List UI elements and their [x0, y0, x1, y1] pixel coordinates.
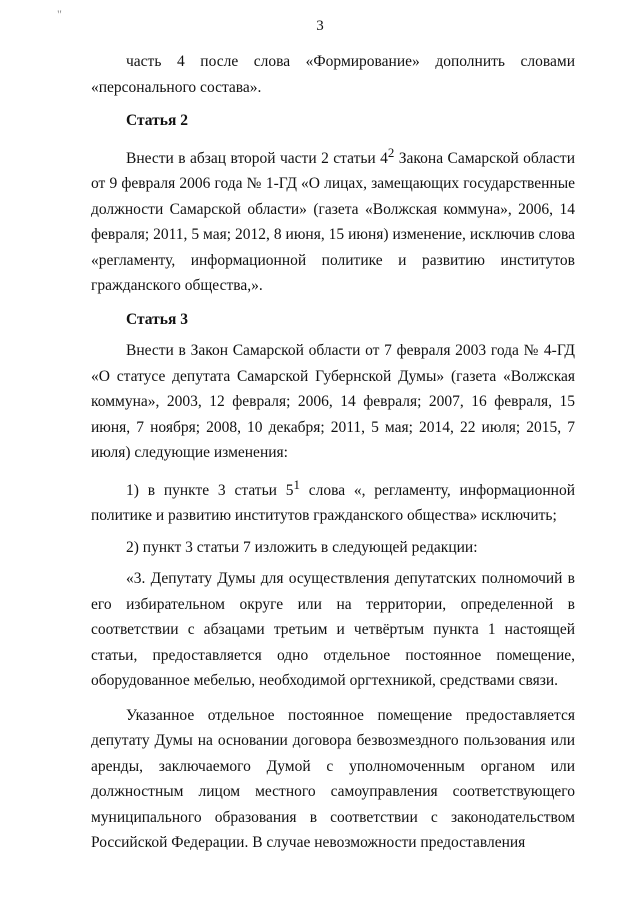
- paragraph-1: часть 4 после слова «Формирование» дополнить словами «персонального состава».: [91, 53, 575, 96]
- page-number: 3: [316, 18, 324, 34]
- paragraph-article-3: Внести в Закон Самарской области от 7 февраля 2003 года № 4-ГД «О статусе депутата Самарской Губернской Думы» (газета «Волжская коммуна», 2003, 12 февраля; 2006, 14 февраля; 2007, 16 февраля, 15 июня, 7 ноября; 2008, 10 декабря; 2011, 5 мая; 2014, 22 июля; 2015, 7 июля) следующие изменения:: [91, 342, 575, 462]
- superscript: 2: [387, 144, 395, 160]
- item-2: 2) пункт 3 статьи 7 изложить в следующей редакции:: [126, 538, 478, 556]
- paragraph-article-2-text-b: Закона Самарской области от 9 февраля 2006 года № 1-ГД «О лицах, замещающих государственные должности Самарской области» (газета «Волжская коммуна», 2006, 14 февраля; 2011, 5 мая; 2012, 8 июня, 15 июня) изменение, исключив слова «регламенту, информационной политике и развитию институтов гражданского общества,».: [91, 149, 575, 295]
- article-2-title: Статья 2: [126, 112, 188, 129]
- paragraph-premises: Указанное отдельное постоянное помещение предоставляется депутату Думы на основании договора безвозмездного пользования или аренды, заключаемого Думой с уполномоченным органом или должностным лицом местного самоуправления соответствующего муниципального образования в соответствии с законодательством Российской Федерации. В случае невозможности предоставления: [91, 706, 575, 852]
- scan-mark: ": [57, 7, 62, 21]
- document-body: [91, 49, 575, 856]
- paragraph-article-2: [91, 140, 575, 299]
- article-3-title: Статья 3: [126, 310, 188, 328]
- quoted-clause-3: «3. Депутату Думы для осуществления депутатских полномочий в его избирательном округе или на территории, определенной в соответствии с абзацами третьим и четвёртым пункта 1 настоящей статьи, предоставляется одно отдельное постоянное помещение, оборудованное мебелью, необходимой оргтехникой, средствами связи.: [91, 570, 575, 690]
- superscript: 1: [293, 476, 300, 492]
- item-1: [91, 472, 575, 529]
- item-1-text-b: слова «, регламенту, информационной политике и развитию институтов гражданского общества» исключить;: [91, 481, 575, 525]
- paragraph-article-2-text-a: Внести в абзац второй части 2 статьи 4: [126, 149, 388, 167]
- item-1-text-a: 1) в пункте 3 статьи 5: [126, 481, 294, 499]
